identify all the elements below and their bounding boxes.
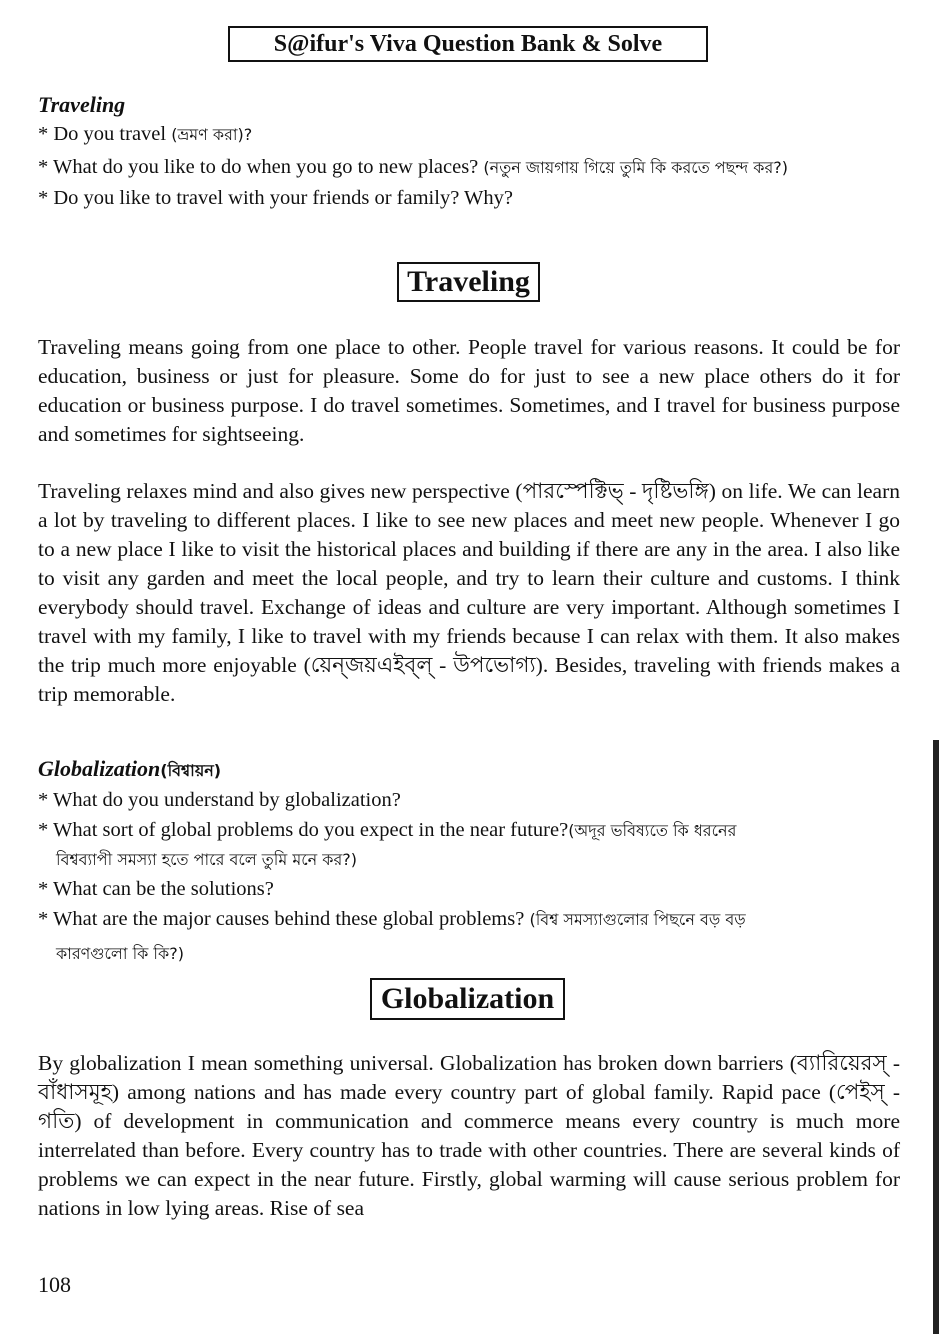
question-item: * What sort of global problems do you expect in the near future?(অদূর ভবিষ্যতে কি ধরনের xyxy=(38,819,737,841)
page-edge-shadow xyxy=(933,740,939,1334)
question-item: * Do you like to travel with your friends or family? Why? xyxy=(38,187,513,209)
traveling-paragraph-1: Traveling means going from one place to other. People travel for various reasons. It could be for education, business or just for pleasure. Some do for just to see a new place others do it for education or business purpose. I do travel sometimes. Sometimes, and I travel for business purpose and sometimes for sightseeing. xyxy=(38,335,900,446)
globalization-paragraph: By globalization I mean something universal. Globalization has broken down barriers (ব্যারিয়েরস্ - বাঁধাসমূহ) among nations and has made every country part of global family. Rapid pace (পেইস্ - গতি) of development in communication and commerce means every country is much more interrelated than before. Every country has to trade with other countries. There are several kinds of problems we can expect in the near future. Firstly, global warming will cause serious problem for nations in low lying areas. Rise of sea xyxy=(38,1051,900,1220)
question-item-continuation: কারণগুলো কি কি?) xyxy=(56,944,184,963)
page-header-title: S@ifur's Viva Question Bank & Solve xyxy=(228,26,708,62)
globalization-essay-title: Globalization xyxy=(370,978,565,1020)
question-item: * What do you like to do when you go to new places? (নতুন জায়গায় গিয়ে তুমি কি করতে পছন্দ কর?) xyxy=(38,156,788,178)
traveling-questions-heading: Traveling xyxy=(38,92,126,117)
traveling-paragraph-2: Traveling relaxes mind and also gives new perspective (পারস্পেক্টিভ্ - দৃষ্টিভঙ্গি) on life. We can learn a lot by traveling to different places. I like to see new places and meet new people. Whenever I go to a new place I like to visit the historical places and building if there are any in the area. I also like to visit any garden and meet the local people, and try to learn their culture and customs. I think everybody should travel. Exchange of ideas and culture are very important. Although sometimes I travel with my family, I like to travel with my friends because I can relax with them. It also makes the trip much more enjoyable (য়েন্জয়এইব্ল্ - উপভোগ্য). Besides, traveling with friends makes a trip memorable. xyxy=(38,479,900,706)
globalization-questions-heading: Globalization(বিশ্বায়ন) xyxy=(38,756,222,781)
question-item: * What can be the solutions? xyxy=(38,878,274,900)
traveling-essay-title: Traveling xyxy=(397,262,540,302)
question-item: * What do you understand by globalization? xyxy=(38,789,401,811)
page-number: 108 xyxy=(38,1272,71,1297)
question-item: * What are the major causes behind these global problems? (বিশ্ব সমস্যাগুলোর পিছনে বড় বড় xyxy=(38,908,746,930)
question-item: * Do you travel (ভ্রমণ করা)? xyxy=(38,123,253,145)
question-item-continuation: বিশ্বব্যাপী সমস্যা হতে পারে বলে তুমি মনে কর?) xyxy=(56,850,358,869)
